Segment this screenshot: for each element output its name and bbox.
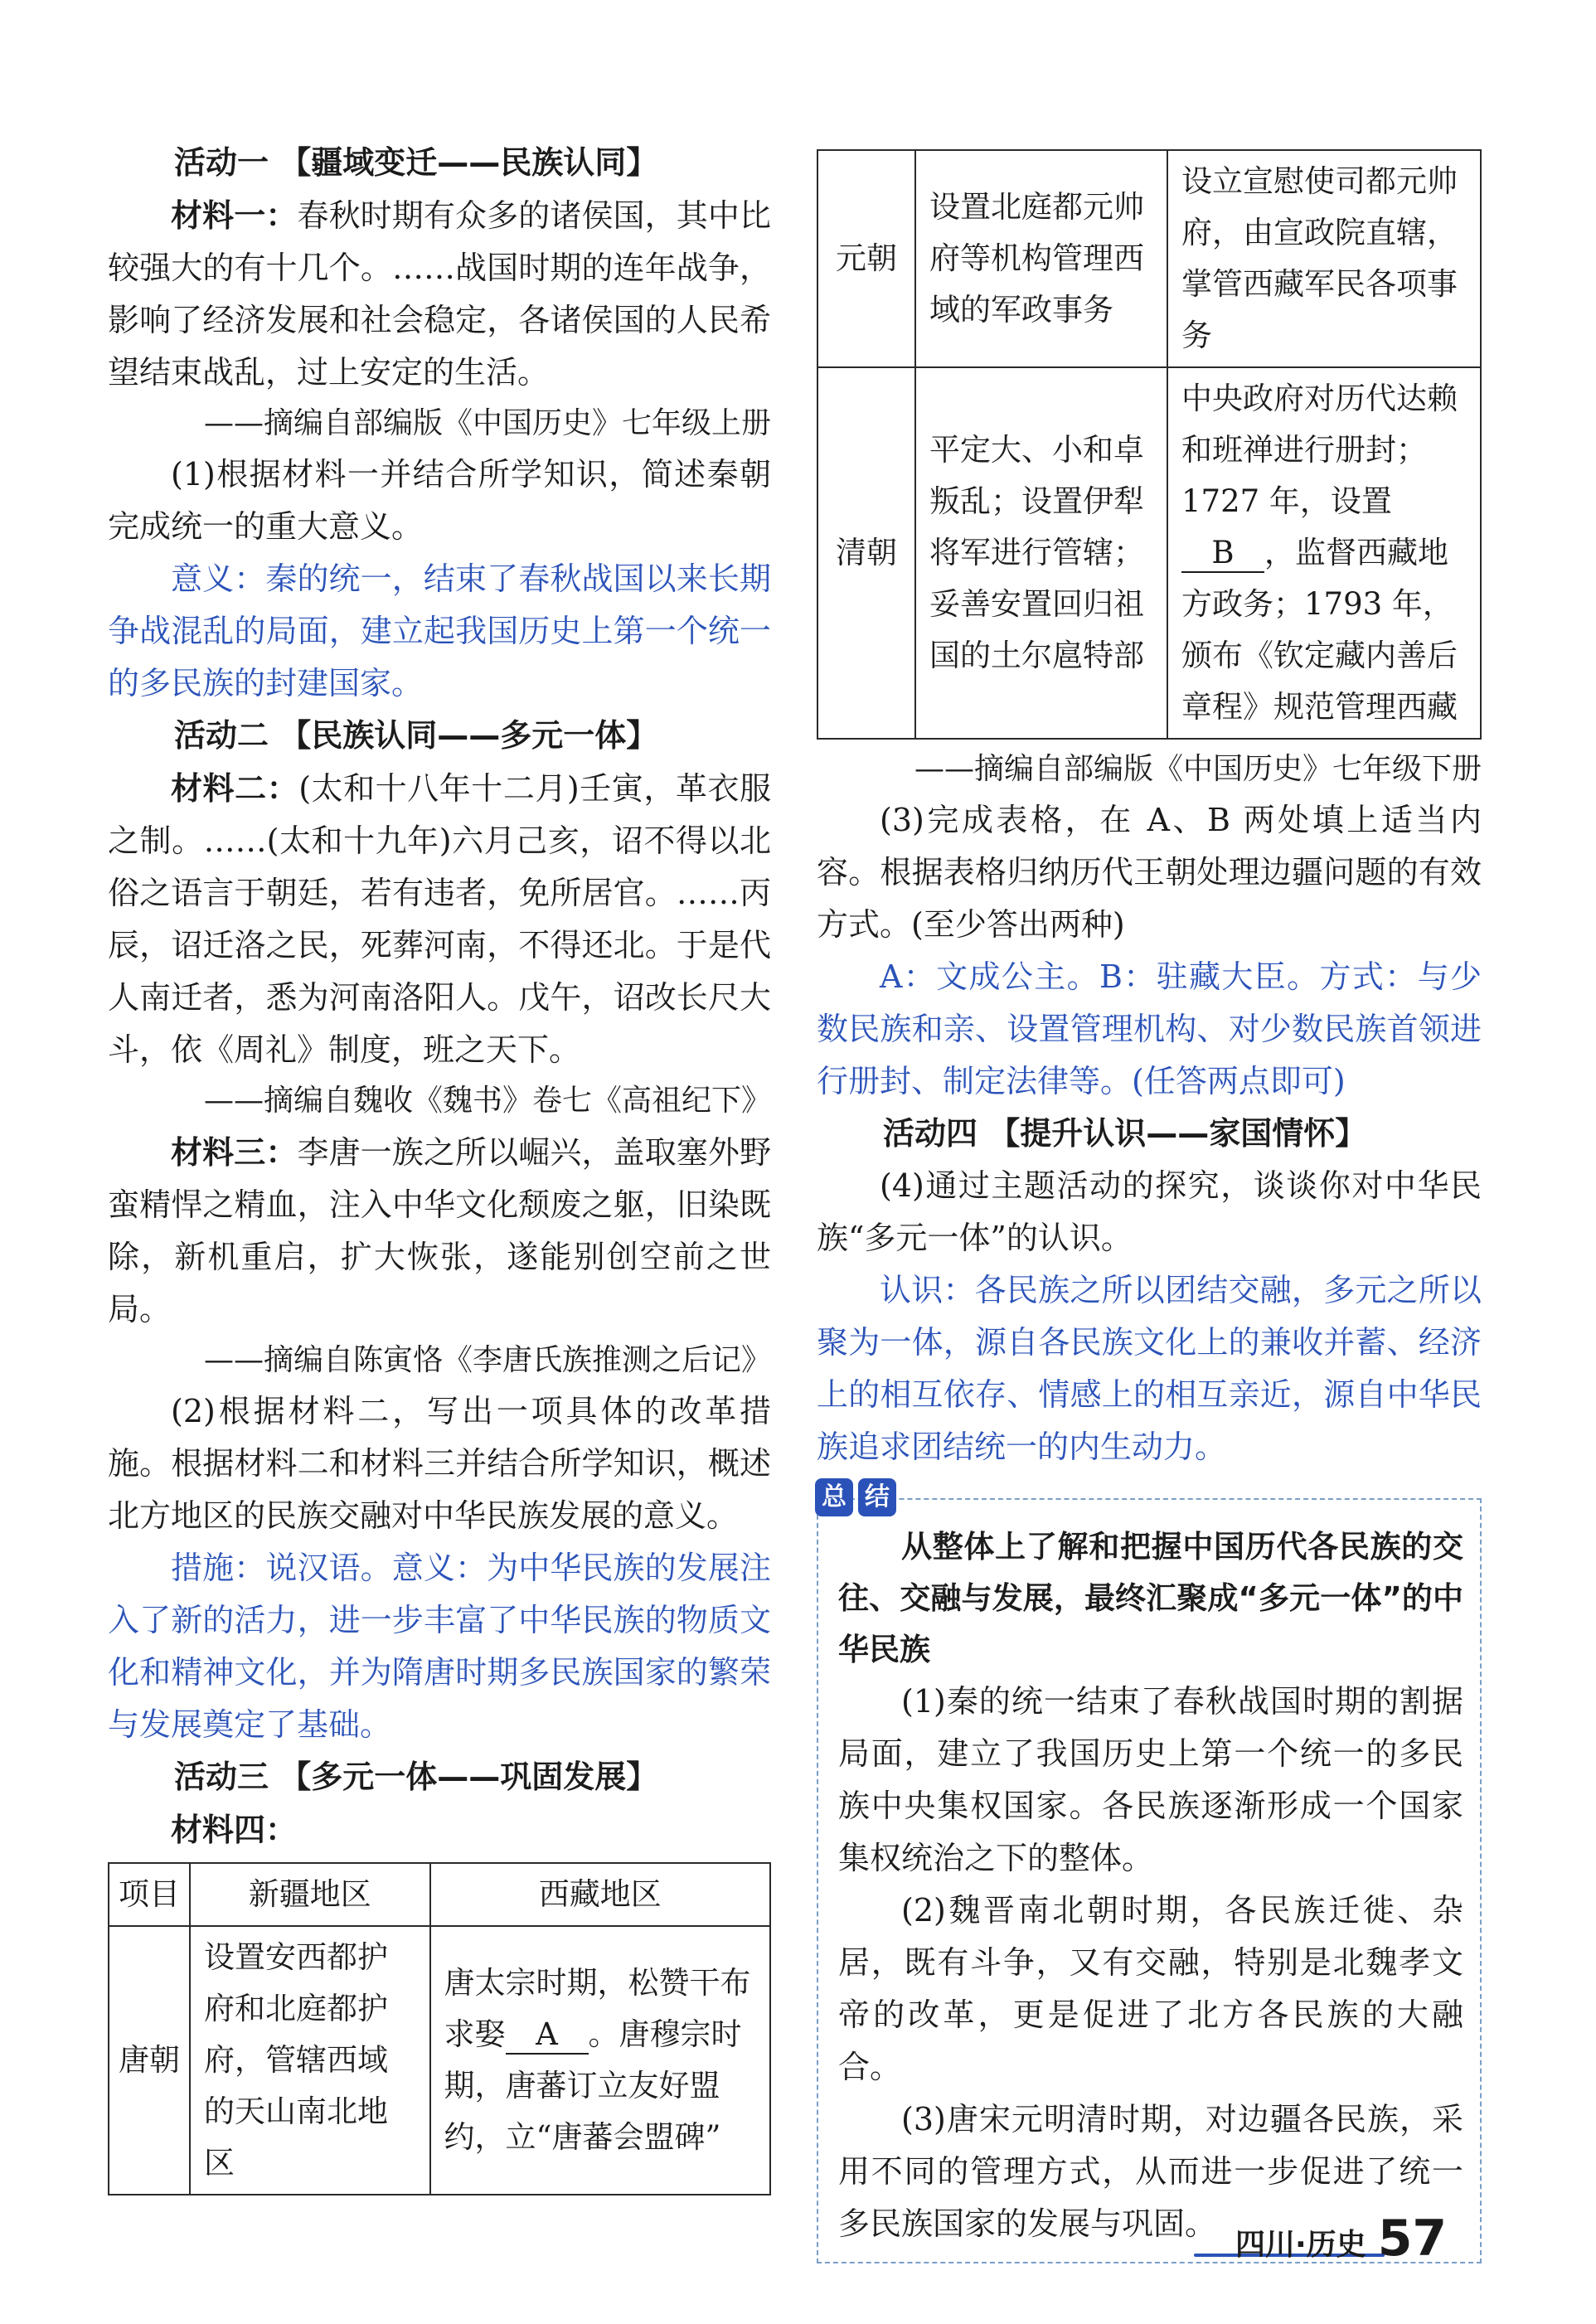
material3-source: ——摘编自陈寅恪《李唐氏族推测之后记》: [203, 1343, 771, 1377]
summary-box: [817, 1482, 1482, 2268]
table-row-tang: [109, 1926, 770, 2195]
material1-label: 材料一：: [171, 196, 298, 234]
summary-point-3: (3)唐宋元明清时期，对边疆各民族，采用不同的管理方式，从而进一步促进了统一多民族国家的发展与巩固。: [838, 2101, 1463, 2242]
material4-label: 材料四：: [171, 1811, 298, 1848]
row-label-tang: 唐朝: [109, 1926, 190, 2195]
summary-tag-char-1: 总: [815, 1478, 853, 1516]
table-header-item: 项目: [109, 1863, 190, 1926]
qing-xinjiang: 平定大、小和卓叛乱；设置伊犁将军进行管辖；妥善安置回归祖国的土尔扈特部: [915, 367, 1167, 739]
answer2: 措施：说汉语。意义：为中华民族的发展注入了新的活力，进一步丰富了中华民族的物质文化和精神文化，并为隋唐时期多民族国家的繁荣与发展奠定了基础。: [108, 1550, 771, 1743]
activity3-title: 活动三 【多元一体——巩固发展】: [174, 1759, 658, 1795]
summary-tag-char-2: 结: [858, 1478, 896, 1516]
answer1: 意义：秦的统一，结束了春秋战国以来长期争战混乱的局面，建立起我国历史上第一个统一的多民族的封建国家。: [108, 560, 771, 701]
summary-heading: 从整体上了解和把握中国历代各民族的交往、交融与发展，最终汇聚成“多元一体”的中华民族: [838, 1529, 1463, 1667]
table-header-xizang: 西藏地区: [430, 1863, 770, 1926]
table-header-xinjiang: 新疆地区: [190, 1863, 430, 1926]
material1-source: ——摘编自部编版《中国历史》七年级上册: [203, 406, 771, 440]
activity2-title: 活动二 【民族认同——多元一体】: [174, 717, 658, 754]
footer-region-subject: 四川·历史: [1235, 2228, 1366, 2262]
page-footer: [1235, 2210, 1448, 2268]
material4-table-part1: [108, 1862, 771, 2195]
answer3: A：文成公主。B：驻藏大臣。方式：与少数民族和亲、设置管理机构、对少数民族首领进行册封、制定法律等。(任答两点即可): [817, 958, 1482, 1099]
summary-point-1: (1)秦的统一结束了春秋战国时期的割据局面，建立了我国历史上第一个统一的多民族中央集权国家。各民族逐渐形成一个国家集权统治之下的整体。: [838, 1683, 1463, 1876]
question2: (2)根据材料二，写出一项具体的改革措施。根据材料二和材料三并结合所学知识，概述北方地区的民族交融对中华民族发展的意义。: [108, 1393, 771, 1534]
table-row-yuan: [817, 150, 1481, 367]
question1: (1)根据材料一并结合所学知识，简述秦朝完成统一的重大意义。: [108, 456, 771, 545]
material2-text: (太和十八年十二月)壬寅，革衣服之制。……(太和十九年)六月己亥，诏不得以北俗之语言于朝廷，若有违者，免所居官。……丙辰，诏迁洛之民，死葬河南，不得还北。于是代人南迁者，悉为河南洛阳人。戊午，诏改长尺大斗，依《周礼》制度，班之天下。: [108, 770, 771, 1068]
question3: (3)完成表格，在 A、B 两处填上适当内容。根据表格归纳历代王朝处理边疆问题的有效方式。(至少答出两种): [817, 802, 1482, 943]
material2-source: ——摘编自魏收《魏书》卷七《高祖纪下》: [203, 1084, 771, 1118]
material2: [108, 762, 771, 1076]
blank-a: A: [506, 2016, 589, 2055]
tang-xinjiang: 设置安西都护府和北庭都护府，管辖西域的天山南北地区: [190, 1926, 430, 2195]
material2-label: 材料二：: [171, 769, 299, 807]
blank-b: B: [1181, 535, 1264, 573]
page-number: 57: [1377, 2210, 1448, 2268]
material1-text: 春秋时期有众多的诸侯国，其中比较强大的有十几个。……战国时期的连年战争，影响了经济发展和社会稳定，各诸侯国的人民希望结束战乱，过上安定的生活。: [108, 197, 771, 391]
activity1-title: 活动一 【疆域变迁——民族认同】: [174, 144, 658, 181]
yuan-xizang: 设立宣慰使司都元帅府，由宣政院直辖，掌管西藏军民各项事务: [1167, 150, 1481, 367]
table-row-qing: [817, 367, 1481, 739]
activity4-title: 活动四 【提升认识——家国情怀】: [883, 1115, 1367, 1152]
yuan-xinjiang: 设置北庭都元帅府等机构管理西域的军政事务: [915, 150, 1167, 367]
material3-text: 李唐一族之所以崛兴，盖取塞外野蛮精悍之精血，注入中华文化颓废之躯，旧染既除，新机重启，扩大恢张，遂能别创空前之世局。: [108, 1134, 771, 1327]
table-header-row: [109, 1863, 770, 1926]
right-column: [817, 149, 1482, 2268]
tang-xizang-pre: 唐太宗时期，松赞干布求娶: [444, 1965, 751, 2052]
question4: (4)通过主题活动的探究，谈谈你对中华民族“多元一体”的认识。: [817, 1167, 1482, 1256]
qing-xizang-pre: 中央政府对历代达赖和班禅进行册封；1727 年，设置: [1181, 381, 1458, 519]
summary-tag: [815, 1478, 896, 1516]
material3-label: 材料三：: [171, 1133, 298, 1171]
qing-xizang-post: ，监督西藏地方政务；1793 年，颁布《钦定藏内善后章程》规范管理西藏: [1181, 535, 1458, 725]
summary-point-2: (2)魏晋南北朝时期，各民族迁徙、杂居，既有斗争，又有交融，特别是北魏孝文帝的改革，更是促进了北方各民族的大融合。: [838, 1892, 1463, 2085]
material3: [108, 1126, 771, 1336]
row-label-yuan: 元朝: [817, 150, 915, 367]
left-column: [108, 137, 771, 2195]
qing-xizang: [1167, 367, 1481, 739]
material1: [108, 189, 771, 399]
table-source: ——摘编自部编版《中国历史》七年级下册: [914, 752, 1482, 786]
row-label-qing: 清朝: [817, 367, 915, 739]
answer4: 认识：各民族之所以团结交融，多元之所以聚为一体，源自各民族文化上的兼收并蓄、经济上的相互依存、情感上的相互亲近，源自中华民族追求团结统一的内生动力。: [817, 1272, 1482, 1465]
material4-table-part2: [817, 149, 1482, 740]
tang-xizang-post: 。唐穆宗时期，唐蕃订立友好盟约，立“唐蕃会盟碑”: [444, 2016, 742, 2155]
tang-xizang: [430, 1926, 770, 2195]
